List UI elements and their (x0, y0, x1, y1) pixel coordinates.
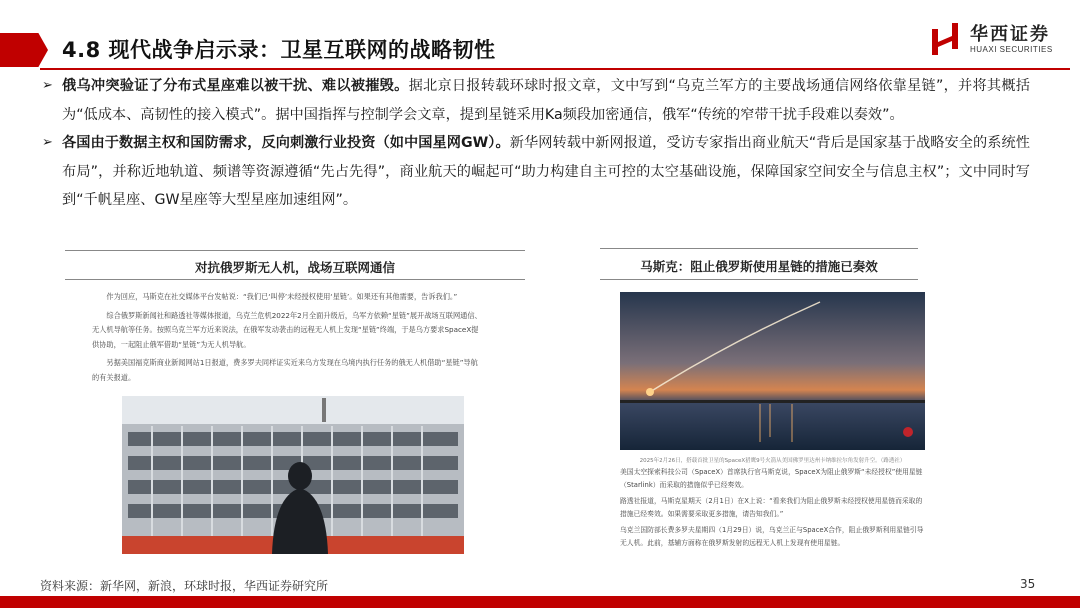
figure-2-bottom-rule (600, 279, 918, 280)
figure-1-photo (122, 396, 464, 554)
figure-1-top-rule (65, 250, 525, 251)
source-note: 资料来源：新华网，新浪，环球时报，华西证券研究所 (40, 579, 329, 593)
logo-text-cn: 华西证券 (970, 24, 1050, 45)
figure-2-article (620, 466, 925, 549)
bullet-item-1 (40, 72, 1030, 129)
logo-text-en: HUAXI SECURITIES (970, 45, 1053, 54)
figure-2-paragraph: 美国太空探索科技公司（SpaceX）首席执行官马斯克说，SpaceX为阻止俄罗斯“未经授权”使用星链（Starlink）而采取的措施似乎已经奏效。 (620, 468, 923, 489)
bullet-list (40, 72, 1030, 215)
bullet-1-body: 据北京日报转载环球时报文章，文中写到“乌克兰军方的主要战场通信网络依靠星链”，并将其概括为“低成本、高韧性的接入模式”。据中国指挥与控制学会文章，提到星链采用Ka频段加密通信，俄军“传统的窄带干扰手段难以奏效”。 (62, 78, 1030, 123)
company-logo (930, 20, 1070, 60)
figure-2-paragraph: 乌克兰国防部长费多罗夫星期四（1月29日）说，乌克兰正与SpaceX合作，阻止俄罗斯利用星链引导无人机。此前，基辅方面称在俄罗斯发射的远程无人机上发现有使用星链。 (620, 526, 924, 547)
figure-2-top-rule (600, 248, 918, 249)
bullet-1-heading: 俄乌冲突验证了分布式星座难以被干扰、难以被摧毁。 (62, 78, 409, 94)
bullet-2-heading: 各国由于数据主权和国防需求，反向刺激行业投资（如中国星网GW）。 (62, 135, 510, 151)
huaxi-logo-icon (930, 23, 960, 55)
page-number: 35 (1020, 577, 1036, 591)
page-title: 4.8 现代战争启示录：卫星互联网的战略韧性 (62, 38, 496, 62)
figure-1-paragraph: 另据美国福克斯商业新闻网站1日报道，费多罗夫同样证实近来乌方发现在乌境内执行任务的俄无人机借助“星链”导航的有关报道。 (92, 358, 478, 382)
figure-2-photo-caption: 2025年2月26日，搭载首批卫星的SpaceX猎鹰9号火箭从美国佛罗里达州卡纳维拉尔角发射升空。（路透社） (639, 458, 906, 464)
damaged-building-image (122, 396, 464, 554)
figure-2-paragraph: 路透社报道，马斯克星期天（2月1日）在X上说：“看来我们为阻止俄罗斯未经授权使用星链而采取的措施已经奏效。如果需要采取更多措施，请告知我们。” (620, 497, 923, 518)
figure-1-paragraph: 综合俄罗斯新闻社和路透社等媒体报道，乌克兰危机2022年2月全面升级后，乌军方依赖“星链”展开战场互联网通信、无人机导航等任务。按照乌克兰军方近来说法，在俄军发动袭击的远程无人机上发现“星链”终端，于是乌方要求SpaceX提供协助，一起阻止俄军借助“星链”为无人机导航。 (92, 310, 482, 349)
figure-1-article (92, 290, 482, 385)
title-accent-band (0, 33, 48, 67)
figure-1-bottom-rule (65, 279, 525, 280)
header-divider (40, 68, 1070, 70)
rocket-launch-night-image (620, 292, 925, 450)
bullet-item-2 (40, 129, 1030, 215)
figure-2-caption: 马斯克：阻止俄罗斯使用星链的措施已奏效 (640, 259, 878, 274)
footer-band (0, 596, 1080, 608)
bullet-2-body: 新华网转载中新网报道，受访专家指出商业航天“背后是国家基于战略安全的系统性布局”，并称近地轨道、频谱等资源遵循“先占先得”，商业航天的崛起可“助力构建自主可控的太空基础设施，保障国家空间安全与信息主权”；文中同时写到“千帆星座、GW星座等大型星座加速组网”。 (62, 135, 1030, 208)
figure-1-paragraph: 作为回应，马斯克在社交媒体平台发帖说：“我们已‘叫停’未经授权使用‘星链’。如果还有其他需要，告诉我们。” (106, 292, 458, 301)
arrow-bullet-icon: ➢ (42, 78, 53, 93)
figure-1-caption: 对抗俄罗斯无人机，战场互联网通信 (194, 260, 395, 275)
figure-2-photo (620, 292, 925, 450)
arrow-bullet-icon: ➢ (42, 135, 53, 150)
